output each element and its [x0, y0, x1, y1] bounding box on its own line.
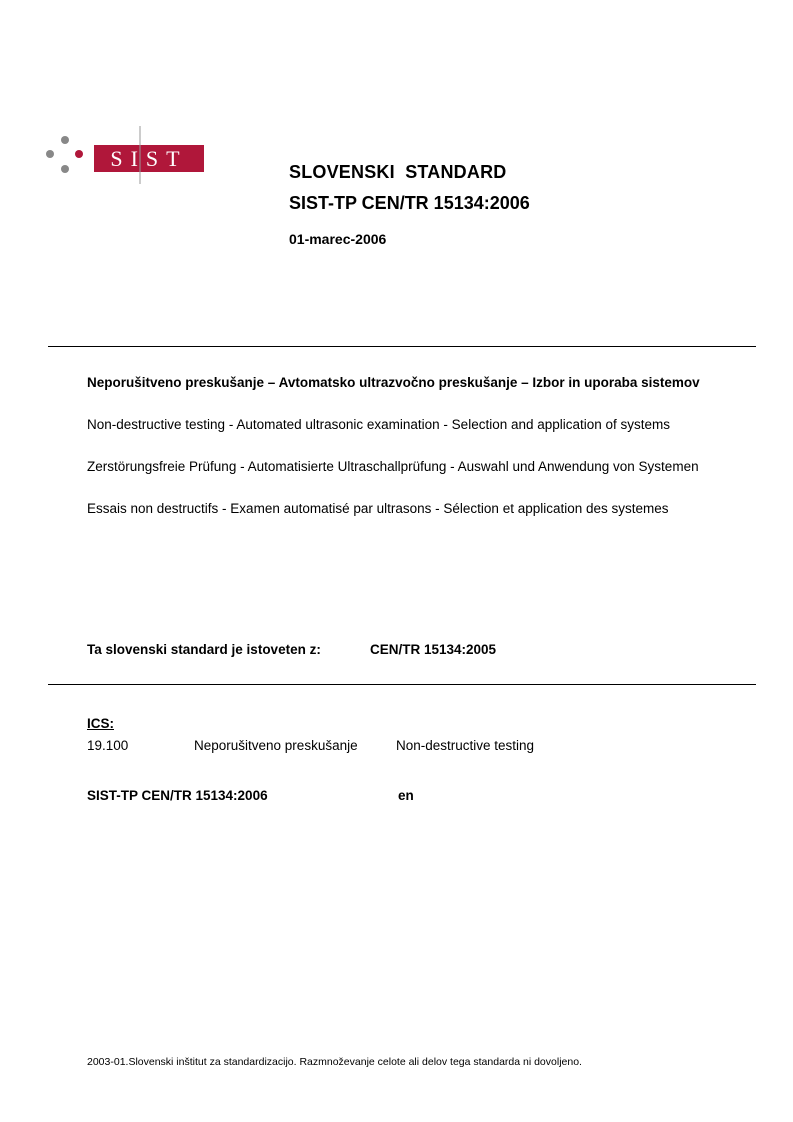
title-german: Zerstörungsfreie Prüfung - Automatisierte Ultraschallprüfung - Auswahl und Anwendung von Systemen	[87, 459, 699, 474]
ics-code: 19.100	[87, 738, 129, 753]
top-divider	[48, 346, 756, 347]
title-english: Non-destructive testing - Automated ultrasonic examination - Selection and application of systems	[87, 417, 671, 432]
ics-description-slovenian: Neporušitveno preskušanje	[194, 738, 358, 753]
ics-label: ICS:	[87, 716, 114, 731]
title-slovenian: Neporušitveno preskušanje – Avtomatsko ultrazvočno preskušanje – Izbor in uporaba sistemov	[87, 375, 700, 390]
title-block	[87, 375, 737, 543]
ics-description-english: Non-destructive testing	[396, 738, 535, 753]
standard-number: SIST-TP CEN/TR 15134:2006	[289, 193, 530, 213]
sist-logo-mark	[44, 126, 214, 186]
ics-section	[87, 716, 727, 754]
identical-reference: CEN/TR 15134:2005	[370, 642, 497, 657]
bottom-divider	[48, 684, 756, 685]
logo-dot-right	[75, 150, 83, 158]
logo-dot-bottom	[61, 165, 69, 173]
title-french: Essais non destructifs - Examen automatisé par ultrasons - Sélection et application des systemes	[87, 501, 669, 516]
logo-dot-top	[61, 136, 69, 144]
sist-logo	[44, 126, 214, 186]
document-identifier	[87, 788, 414, 804]
standard-date: 01-marec-2006	[289, 231, 387, 247]
ics-row	[87, 738, 727, 754]
identical-to-statement	[87, 642, 497, 658]
document-id: SIST-TP CEN/TR 15134:2006	[87, 788, 268, 803]
standard-heading	[289, 161, 530, 248]
logo-dot-left	[46, 150, 54, 158]
copyright-footer: 2003-01.Slovenski inštitut za standardizacijo. Razmnoževanje celote ali delov tega standarda ni dovoljeno.	[87, 1056, 582, 1068]
document-language: en	[398, 788, 414, 803]
standard-type: SLOVENSKI STANDARD	[289, 162, 507, 182]
identical-label: Ta slovenski standard je istoveten z:	[87, 642, 321, 657]
logo-text: SIST	[110, 146, 188, 171]
